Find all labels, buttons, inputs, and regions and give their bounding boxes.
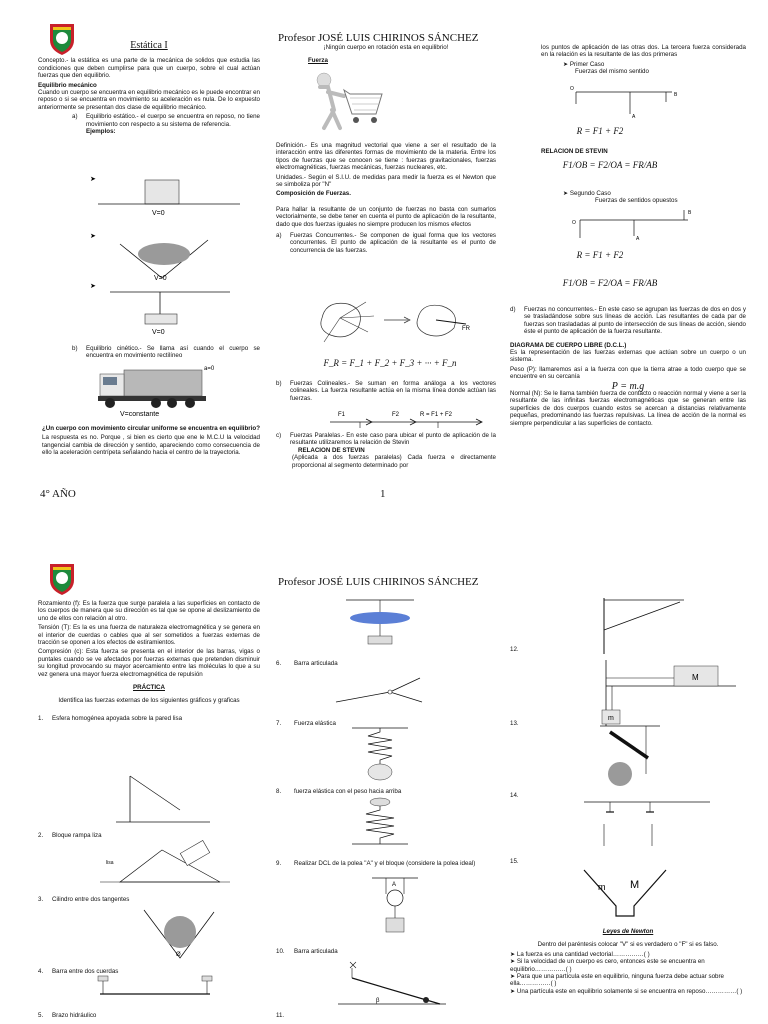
svg-text:➤: ➤ — [90, 233, 96, 240]
compression-text: Compresión (c): Esta fuerza se presenta en el interior de las barras, vigas o puntales cuando se ve afectados por fuerzas externas que pretenden disminuir su longitud provocando su mayor acercamiento entre las moléculas lo que a su vez genera una mayor fuerza electromagnética de repulsión — [38, 648, 260, 678]
f1-label: F1 — [338, 412, 346, 418]
peso-formula: P = m.g — [611, 380, 645, 392]
case-1-subtitle: Fuerzas del mismo sentido — [575, 68, 649, 76]
exercise-9: 9. Realizar DCL de la polea "A" y el bloque (considere la polea ideal) — [276, 860, 476, 867]
page-title: Estática I — [130, 40, 168, 51]
blocks-incline-diagram — [586, 658, 746, 728]
v0-label-1: V=0 — [152, 210, 165, 217]
point-b-2: B — [688, 210, 692, 216]
top-suspended-ellipse-diagram — [340, 596, 420, 650]
beta-label: β — [376, 998, 380, 1004]
units-text: Unidades.- Según el S.I.U. de medidas para medir la fuerza es el Newton que se simboliza por "N" — [276, 173, 496, 189]
left-column — [38, 42, 260, 135]
equilibrium-title: Equilibrio mecánico — [38, 81, 97, 89]
box-on-floor-diagram — [90, 175, 250, 220]
point-o: O — [570, 86, 574, 92]
peso-text: Peso (P): llamaremos así a la fuerza con que la tierra atrae a todo cuerpo que se encuentre en su cercanía — [510, 365, 746, 381]
practice-instructions: Identifica las fuerzas externas de los siguientes gráficos y graficas — [58, 697, 240, 705]
statement-2: ➤ Si la velocidad de un cuerpo es cero, entonces este se encuentra en equilibrio……………( ) — [510, 958, 705, 973]
crane-diagram — [580, 596, 690, 656]
v0-label-2: V=0 — [154, 275, 167, 282]
exercise-14: 14. — [510, 792, 519, 799]
bar-sphere-diagram — [590, 724, 670, 788]
composition-paragraph: Para hallar la resultante de un conjunto de fuerzas no basta con sumarlos vectorialmente, se debe tener en cuenta el punto de aplicación de la resultante, dado que dos fuerzas iguales no siempre producen los mismos efectos — [276, 205, 496, 228]
beam-supports-diagram — [580, 800, 720, 848]
hanging-box-diagram — [90, 282, 250, 338]
collinear-block — [276, 380, 496, 402]
ratio-formula-2: F1/OB = F2/OA = FR/AB — [562, 278, 658, 288]
block-m-big-label: M — [692, 673, 699, 682]
case-2-title: ➤ Segundo Caso — [563, 190, 611, 197]
nonconcurrent-item: d) Fuerzas no concurrentes.- En este caso se agrupan las fuerzas de dos en dos y se trasladándose sobre sus líneas de acción. Las resultantes de cada par de fuerzas son trasladadas al punto de intersección de sus líneas de acción, siendo éste el punto de aplicación de la fuerza resultante. — [510, 306, 746, 336]
left-column-2 — [38, 600, 260, 722]
sum-formula-1: R = F1 + F2 — [576, 126, 624, 136]
page-number: 1 — [380, 488, 386, 500]
f2-label: F2 — [392, 412, 400, 418]
stevin-continuation: los puntos de aplicación de las otras dos. La tercera fuerza considerada en la relación es la resultante de las dos primeras — [541, 44, 746, 59]
fuerza-label: Fuerza — [308, 57, 328, 65]
wedge-m-big-label: M — [630, 879, 640, 891]
equilibrium-paragraph: Cuando un cuerpo se encuentra en equilibrio mecánico es le puede encontrar en reposo o si se encuentra en movimiento su aceleración es nula. De lo expuesto anteriormente se presentan dos clase de equilibrio mecánico. — [38, 89, 260, 111]
case-2-subtitle: Fuerzas de sentidos opuestos — [595, 197, 678, 205]
v0-label-3: V=0 — [152, 329, 165, 336]
newton-title: Leyes de Newton — [602, 928, 654, 935]
page-2 — [0, 512, 768, 1024]
case-1-title: ➤ Primer Caso — [563, 60, 605, 68]
exercise-8: 8. fuerza elástica con el peso hacia arriba — [276, 788, 402, 795]
point-a-2: A — [636, 236, 640, 242]
bar-two-ropes-diagram — [90, 974, 230, 1002]
exercise-7: 7. Fuerza elástica — [276, 720, 336, 727]
block-ramp-diagram — [100, 842, 240, 888]
question-text: ¿Un cuerpo con movimiento circular uniforme se encuentra en equilibrio? — [42, 425, 260, 432]
collinear-item: b) Fuerzas Colineales.- Se suman en forma análoga a los vectores colineales. La fuerza resultante actúa en la misma línea donde actúan las fuerzas. — [276, 380, 496, 402]
normal-text: Normal (N): Se le llama también fuerza de contacto o reacción normal y viene a ser la resultante de las infinitas fuerzas electromagnéticas que se generan entre las superficies de dos cuerpos cuando estos se acercan a distancias relativamente pequeñas, predominando las fuerzas repulsivas. La línea de acción de la normal es siempre perpendicular a las superficies de contacto. — [510, 390, 746, 427]
definition-text: Definición.- Es una magnitud vectorial que viene a ser el resultado de la interacción entre las diferentes formas de movimiento de la materia. Entre los tipos de fuerzas que se conocen se tiene : fuerzas gravitacionales, fuerzas electromagnéticas, fuerzas mecánicas, fuerzas nucleares, etc. — [276, 142, 496, 172]
spring-up-diagram — [350, 798, 410, 852]
pulley-a-label: A — [392, 882, 397, 888]
point-o-2: O — [572, 220, 576, 226]
smooth-label: lisa — [106, 860, 114, 866]
statement-4: ➤ Una partícula este en equilibrio solamente si se encuentra en reposo……………( ) — [510, 987, 743, 995]
exercise-12: 12. — [510, 646, 519, 653]
examples-label: Ejemplos: — [86, 128, 116, 136]
nonconcurrent-block — [510, 306, 746, 429]
svg-text:➤: ➤ — [90, 283, 96, 290]
wedge-m-small-label: m — [598, 882, 606, 892]
page-header: Profesor JOSÉ LUIS CHIRINOS SÁNCHEZ — [278, 32, 479, 44]
kinetic-item: b) Equilibrio cinético.- Se llama así cuando el cuerpo se encuentra en movimiento rectilíneo — [72, 345, 260, 360]
tension-text: Tensión (T): Es la es una fuerza de naturaleza electromagnética y se genera en el interior de cuerdas o cables que al ser sometidos a fuerzas externas de tracción se oponen a los efectos de estiramientos. — [38, 624, 260, 647]
middle-column — [276, 44, 496, 65]
friction-text: Rozamiento (f): Es la fuerza que surge paralela a las superficies en contacto de los cuerpos de manera que su dirección es tal que se opone al deslizamiento de uno de ellos con relación al otro. — [38, 600, 260, 622]
footer-year: 4° AÑO — [40, 488, 76, 500]
r-sum-label: R = F1 + F2 — [420, 412, 453, 418]
parallel-item: c) Fuerzas Paralelas.- En este caso para ubicar el punto de aplicación de la resultante utilizaremos la relación de Stevin — [276, 432, 496, 447]
practice-title: PRÁCTICA — [133, 684, 165, 692]
definition-block — [276, 142, 496, 254]
true-false-instructions: Dentro del paréntesis colocar "V" si es verdadero o "F" si es falso. — [537, 941, 719, 949]
block-m-small-label: m — [608, 715, 614, 722]
person-pushing-cart-image — [310, 70, 390, 132]
school-shield-icon-2 — [48, 562, 76, 596]
fr-label: FR — [462, 326, 470, 332]
opposite-direction-forces-diagram — [570, 206, 700, 244]
cylinder-tangents-diagram — [140, 906, 220, 962]
collinear-forces-diagram — [300, 410, 490, 432]
answer-text: La respuesta es no. Porque , si bien es cierto que ene le M.C.U la velocidad tangencial cambia de dirección y sentido, apareciendo como consecuencia de ello la aceleración centrípeta señalando hacia el centro de la trayectoria. — [42, 434, 260, 457]
concurrent-forces-diagram — [318, 298, 478, 344]
pulley-block-diagram — [370, 876, 420, 940]
exercise-4: 4. Barra entre dos cuerdas — [38, 968, 119, 975]
exercise-10: 10. Barra articulada — [276, 948, 338, 955]
same-direction-forces-diagram — [570, 86, 690, 122]
slogan: ¡Ningún cuerpo en rotación esta en equilibrio! — [323, 44, 449, 51]
a0-label: a=0 — [204, 366, 215, 372]
sum-formula-2: R = F1 + F2 — [576, 250, 624, 260]
static-item: a) Equilibrio estático.- el cuerpo se encuentra en reposo, no tiene movimiento con respecto a su sistema de referencia. — [72, 113, 260, 128]
spring-ball-diagram — [350, 726, 410, 782]
truck-image — [96, 362, 236, 418]
case-2-block — [541, 190, 746, 205]
ellipse-on-v-diagram — [90, 232, 250, 282]
right-column — [541, 44, 746, 76]
statement-3: ➤ Para que una partícula este en equilibrio, ninguna fuerza debe actuar sobre ella……………( ) — [510, 973, 724, 988]
dcl-text: Es la representación de las fuerzas externas que actúan sobre un cuerpo o un sistema. — [510, 349, 746, 364]
exercise-2: 2. Bloque rampa liza — [38, 832, 102, 839]
ratio-formula-1: F1/OB = F2/OA = FR/AB — [562, 160, 658, 170]
kinetic-section — [38, 345, 260, 360]
exercise-6: 6. Barra articulada — [276, 660, 338, 667]
point-b: B — [674, 92, 678, 98]
stevin-relation-label: RELACION DE STEVIN — [541, 148, 608, 155]
newton-section — [510, 928, 746, 995]
stevin-text: (Aplicada a dos fuerzas paralelas) Cada fuerza e directamente proporcional al segmento determinado por — [292, 454, 496, 469]
concurrent-item: a) Fuerzas Concurrentes.- Se componen de igual forma que los vectores concurrentes. El punto de aplicación de la resultante es el punto de concurrencia de las fuerzas. — [276, 232, 496, 254]
stevin-title: RELACION DE STEVIN — [298, 446, 365, 454]
exercise-1: 1. Esfera homogénea apoyada sobre la pared lisa — [38, 714, 183, 722]
articulated-bar-2-diagram — [330, 958, 450, 1010]
exercise-13: 13. — [510, 720, 519, 727]
svg-text:➤: ➤ — [90, 176, 96, 183]
exercise-11: 11. — [276, 1012, 285, 1019]
vconst-label: V=constante — [120, 411, 160, 418]
composition-title: Composición de Fuerzas. — [276, 190, 351, 198]
exercise-3: 3. Cilindro entre dos tangentes — [38, 896, 130, 903]
articulated-bar-diagram — [330, 672, 430, 712]
phi-label: Ø — [176, 952, 181, 958]
circular-question — [42, 425, 260, 459]
dcl-title: DIAGRAMA DE CUERPO LIBRE (D.C.L.) — [510, 341, 627, 349]
v-wedge-blocks-diagram — [580, 866, 670, 920]
parallel-block — [276, 432, 496, 471]
concept-paragraph: Concepto.- la estática es una parte de la mecánica de solidos que estudia las condiciones que deben cumplirse para que un cuerpo, sobre el cual actúan fuerzas que den equilibrio. — [38, 57, 260, 80]
sphere-wall-diagram — [110, 774, 220, 824]
exercise-5: 5. Brazo hidráulico — [38, 1012, 97, 1019]
page-header-2: Profesor JOSÉ LUIS CHIRINOS SÁNCHEZ — [278, 576, 479, 588]
exercise-15: 15. — [510, 858, 519, 865]
statement-1: ➤ La fuerza es una cantidad vectorial……………( ) — [510, 950, 650, 958]
concurrent-formula: F_R = F_1 + F_2 + F_3 + ··· + F_n — [323, 358, 457, 368]
point-a: A — [632, 114, 636, 120]
